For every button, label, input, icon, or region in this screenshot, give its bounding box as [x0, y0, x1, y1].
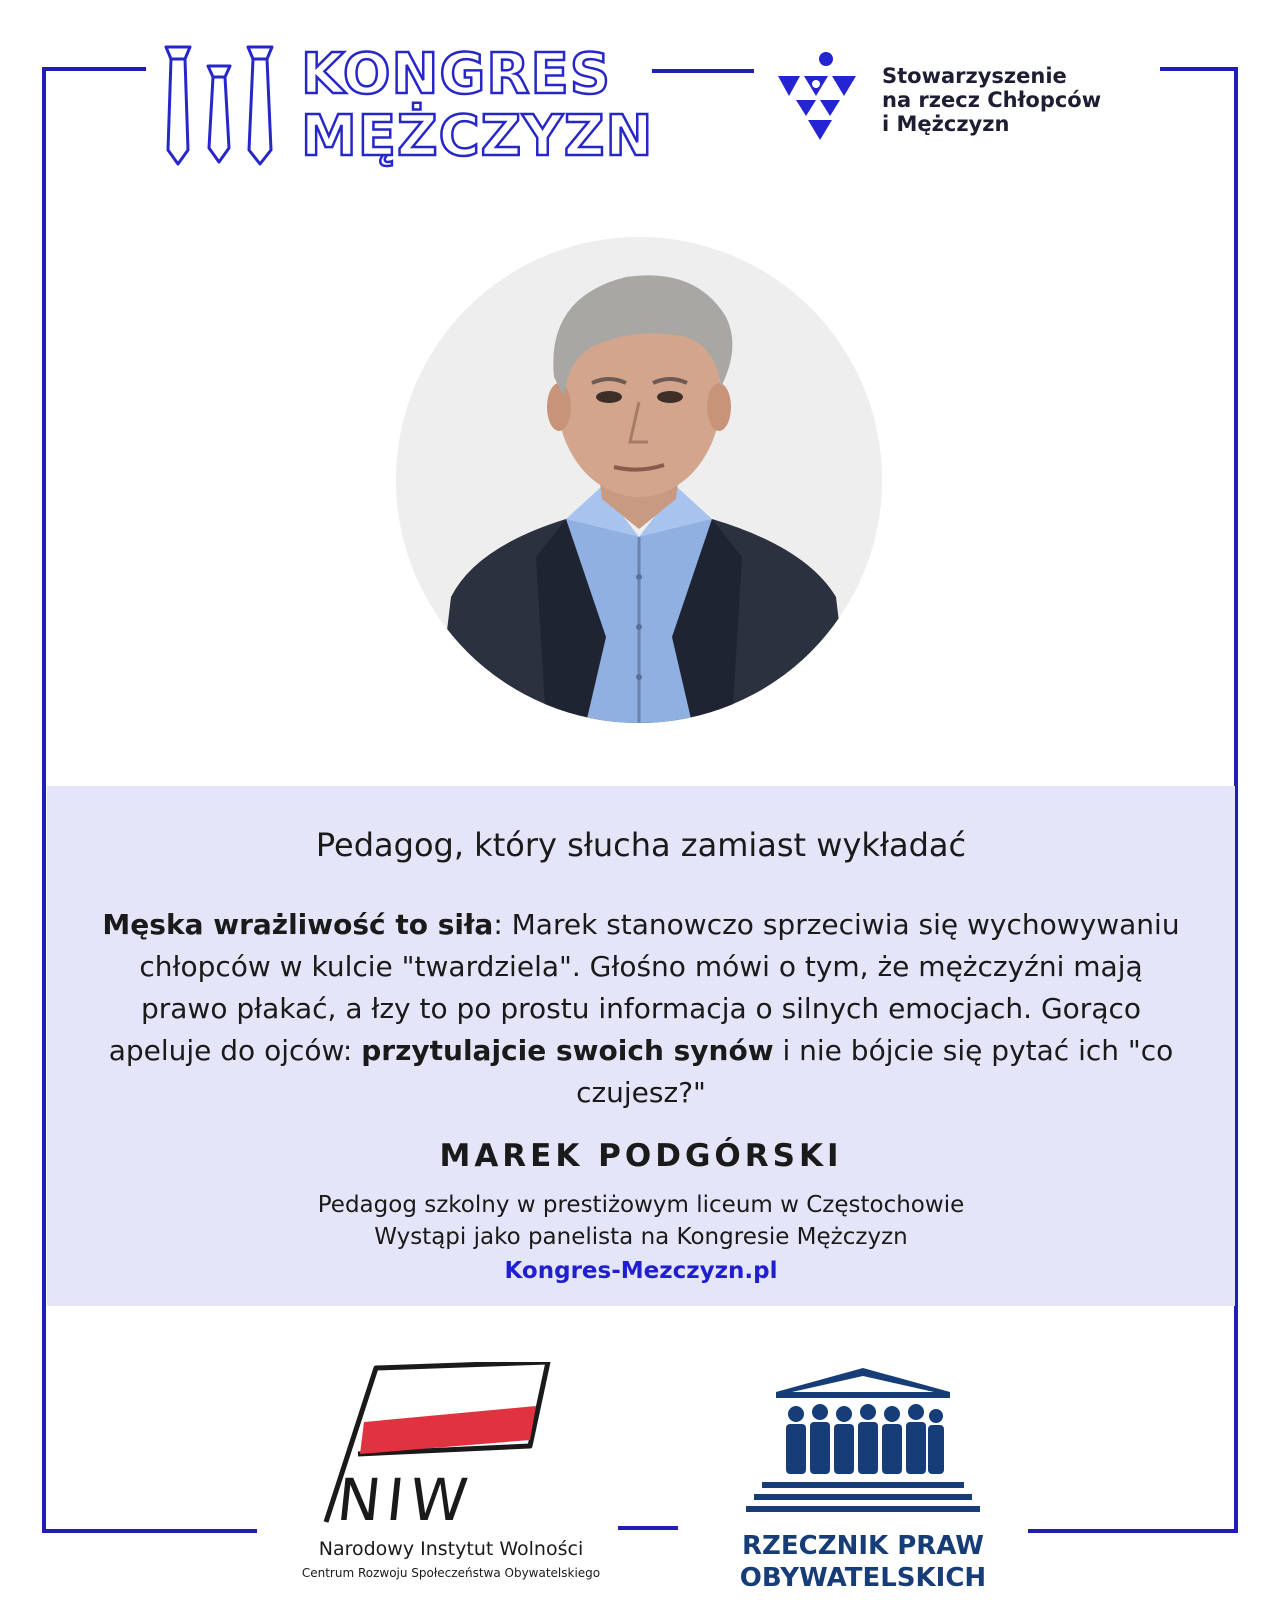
association-name-line2: na rzecz Chłopców — [882, 88, 1102, 112]
person-photo — [396, 237, 882, 723]
body-bold-1: Męska wrażliwość to siła — [102, 908, 494, 941]
kongres-logo — [163, 42, 654, 169]
rpo-name-line1: RZECZNIK PRAW — [742, 1531, 984, 1561]
niw-flag-icon — [290, 1362, 612, 1532]
frame-bottom-left — [42, 1529, 257, 1533]
rpo-building-icon — [714, 1362, 1012, 1522]
website-link[interactable]: Kongres-Mezczyzn.pl — [504, 1258, 778, 1284]
speaker-role: Pedagog szkolny w prestiżowym liceum w Częstochowie — [317, 1192, 965, 1218]
rpo-name — [714, 1530, 1012, 1594]
kongres-title — [301, 44, 653, 168]
frame-top-right — [1160, 67, 1238, 71]
speaker-name: MAREK PODGÓRSKI — [439, 1138, 843, 1174]
association-name-line3: i Mężczyzn — [882, 112, 1010, 136]
niw-name: Narodowy Instytut Wolności — [318, 1538, 584, 1560]
speaker-photo — [396, 237, 882, 723]
rpo-name-line2: OBYWATELSKICH — [739, 1563, 987, 1593]
association-logo-icon — [778, 50, 870, 142]
niw-letters: NIW — [333, 1466, 477, 1532]
tie-icon — [163, 44, 295, 168]
body-text-2: i nie bójcie się pytać ich "co czujesz?" — [576, 1034, 1174, 1109]
association-name — [882, 64, 1101, 136]
rpo-logo — [714, 1362, 1012, 1598]
kongres-title-line1: KONGRES — [301, 42, 612, 107]
speaker-note: Wystąpi jako panelista na Kongresie Mężczyzn — [374, 1224, 908, 1250]
association-logo — [778, 50, 1158, 146]
frame-bottom-right — [1028, 1529, 1238, 1533]
frame-left — [42, 67, 46, 1533]
niw-logo — [290, 1362, 612, 1600]
kongres-title-line2: MĘŻCZYZN — [301, 104, 654, 169]
body-text — [97, 904, 1185, 1114]
body-bold-2: przytulajcie swoich synów — [361, 1034, 774, 1067]
association-name-line1: Stowarzyszenie — [882, 64, 1067, 88]
niw-subtitle: Centrum Rozwoju Społeczeństwa Obywatelskiego — [301, 1566, 601, 1580]
content-panel — [47, 786, 1235, 1306]
body-text-1: : Marek stanowczo sprzeciwia się wychowywaniu chłopców w kulcie "twardziela". Głośno mówi o tym, że mężczyźni mają prawo płakać, a łzy to po prostu informacja o silnych emocjach. Gorąco apeluje do ojców: — [108, 908, 1180, 1067]
headline: Pedagog, który słucha zamiast wykładać — [315, 826, 967, 864]
frame-bottom-middle — [618, 1526, 678, 1530]
frame-top-left — [42, 67, 146, 71]
frame-top-middle — [652, 69, 754, 73]
